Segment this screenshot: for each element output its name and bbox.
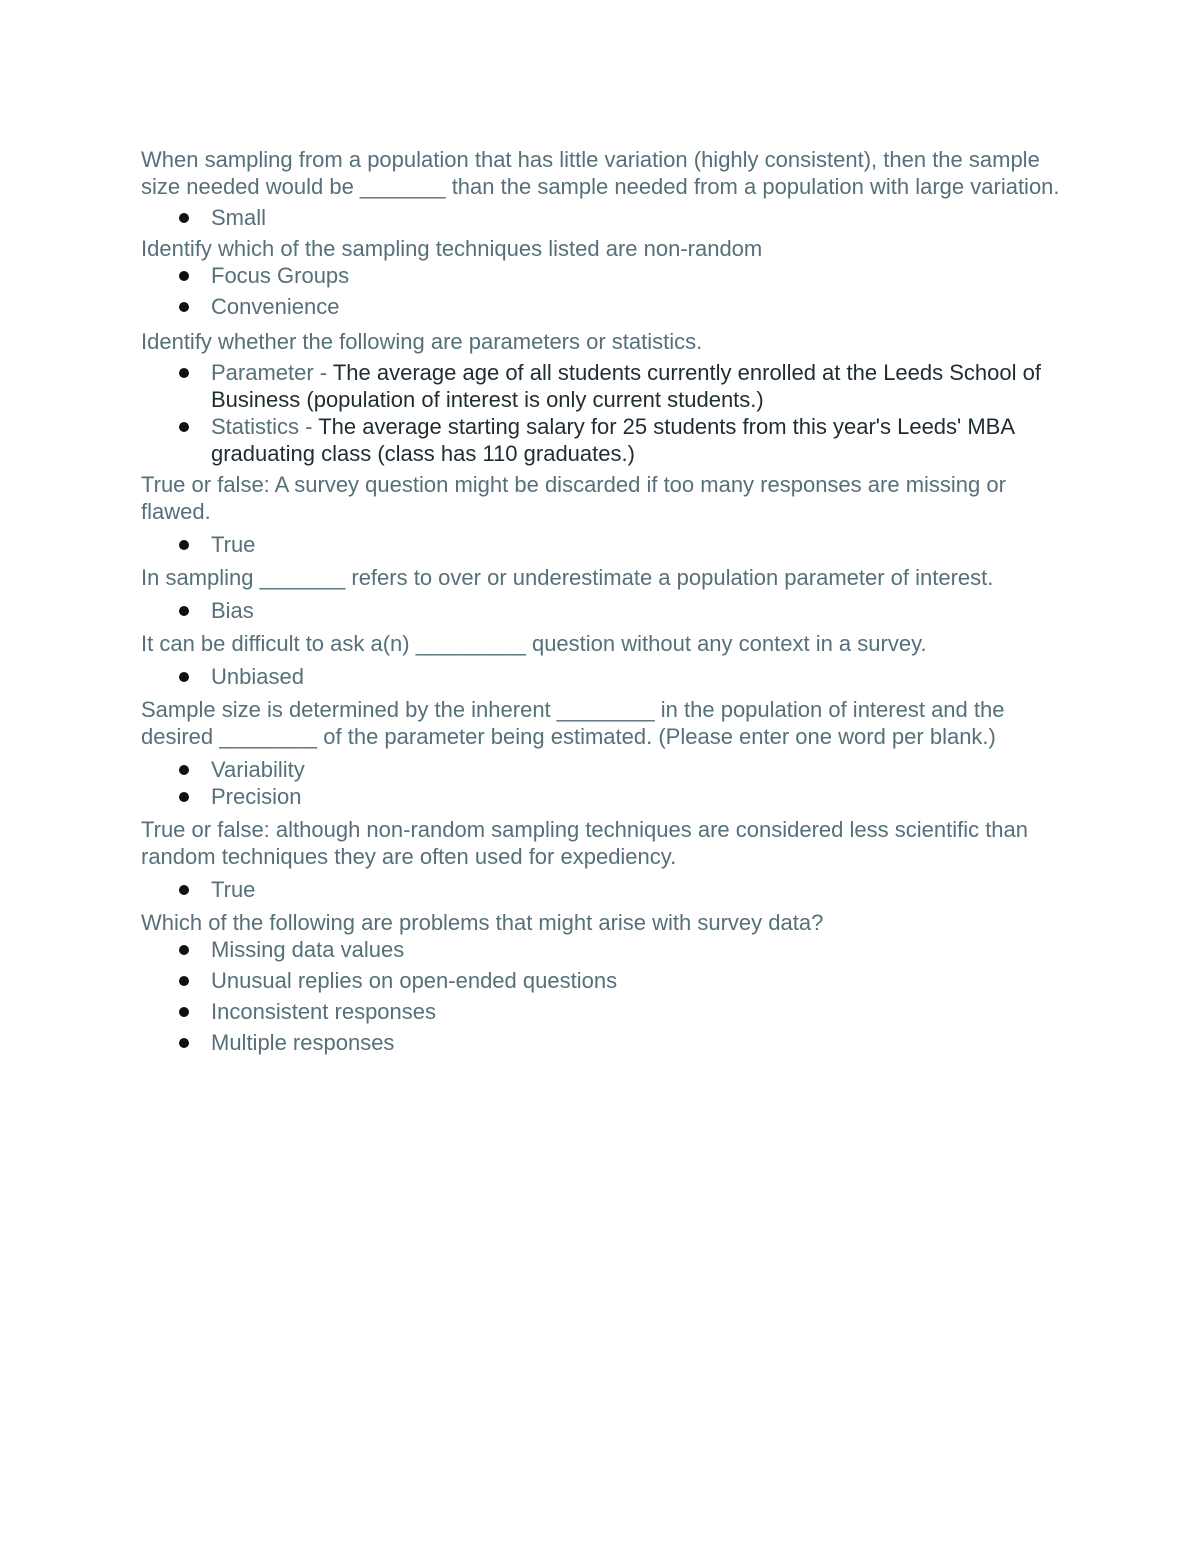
bullet-icon: [179, 945, 189, 955]
bullet-icon: [179, 976, 189, 986]
bullet-icon: [179, 885, 189, 895]
answer-list: [141, 204, 1061, 231]
answer-label: Parameter -: [211, 360, 333, 385]
answer-label: Statistics -: [211, 414, 319, 439]
question-text: Which of the following are problems that might arise with survey data?: [141, 910, 824, 935]
answer-list: [141, 262, 1061, 320]
bullet-icon: [179, 1007, 189, 1017]
bullet-icon: [179, 368, 189, 378]
question-text: It can be difficult to ask a(n) _________ question without any context in a survey.: [141, 631, 927, 656]
question-text: In sampling _______ refers to over or underestimate a population parameter of interest.: [141, 565, 994, 590]
answer-list: [141, 531, 1061, 558]
bullet-icon: [179, 672, 189, 682]
list-item: [141, 783, 1061, 810]
list-item: [141, 204, 1061, 231]
answer-label: Inconsistent responses: [211, 999, 437, 1024]
list-item: [141, 597, 1061, 624]
bullet-icon: [179, 765, 189, 775]
list-item: [141, 663, 1061, 690]
answer-list: [141, 359, 1061, 467]
bullet-icon: [179, 213, 189, 223]
answer-label: Variability: [211, 757, 305, 782]
answer-label: Focus Groups: [211, 263, 350, 288]
list-item: [141, 293, 1061, 320]
bullet-icon: [179, 422, 189, 432]
question-text: Sample size is determined by the inherent ________ in the population of interest and the desired ________ of the parameter being estimated. (Please enter one word per blank.): [141, 697, 1005, 749]
bullet-icon: [179, 271, 189, 281]
list-item: [141, 1029, 1061, 1056]
bullet-icon: [179, 540, 189, 550]
answer-label: Missing data values: [211, 937, 405, 962]
list-item: [141, 413, 1061, 467]
answer-label: True: [211, 877, 256, 902]
list-item: [141, 936, 1061, 963]
list-item: [141, 967, 1061, 994]
answer-label: Small: [211, 205, 267, 230]
answer-detail: The average starting salary for 25 students from this year's Leeds' MBA graduating class (class has 110 graduates.): [211, 414, 1014, 466]
list-item: [141, 531, 1061, 558]
answer-list: [141, 663, 1061, 690]
answer-list: [141, 936, 1061, 1056]
answer-detail: The average age of all students currently enrolled at the Leeds School of Business (population of interest is only current students.): [211, 360, 1041, 412]
answer-label: Convenience: [211, 294, 340, 319]
answer-label: Unusual replies on open-ended questions: [211, 968, 618, 993]
question-text: True or false: A survey question might be discarded if too many responses are missing or flawed.: [141, 472, 1006, 524]
list-item: [141, 876, 1061, 903]
bullet-icon: [179, 606, 189, 616]
answer-list: [141, 756, 1061, 810]
bullet-icon: [179, 302, 189, 312]
bullet-icon: [179, 792, 189, 802]
document-page: [141, 146, 1061, 1056]
bullet-icon: [179, 1038, 189, 1048]
answer-label: Unbiased: [211, 664, 304, 689]
answer-label: Precision: [211, 784, 302, 809]
answer-label: True: [211, 532, 256, 557]
question-text: Identify whether the following are parameters or statistics.: [141, 329, 703, 354]
question-text: Identify which of the sampling techniques listed are non-random: [141, 236, 763, 261]
answer-label: Multiple responses: [211, 1030, 395, 1055]
list-item: [141, 262, 1061, 289]
question-text: True or false: although non-random sampling techniques are considered less scientific than random techniques they are often used for expediency.: [141, 817, 1029, 869]
question-text: When sampling from a population that has little variation (highly consistent), then the sample size needed would be _______ than the sample needed from a population with large variation.: [141, 147, 1060, 199]
answer-label: Bias: [211, 598, 254, 623]
answer-list: [141, 597, 1061, 624]
list-item: [141, 359, 1061, 413]
answer-list: [141, 876, 1061, 903]
list-item: [141, 998, 1061, 1025]
list-item: [141, 756, 1061, 783]
